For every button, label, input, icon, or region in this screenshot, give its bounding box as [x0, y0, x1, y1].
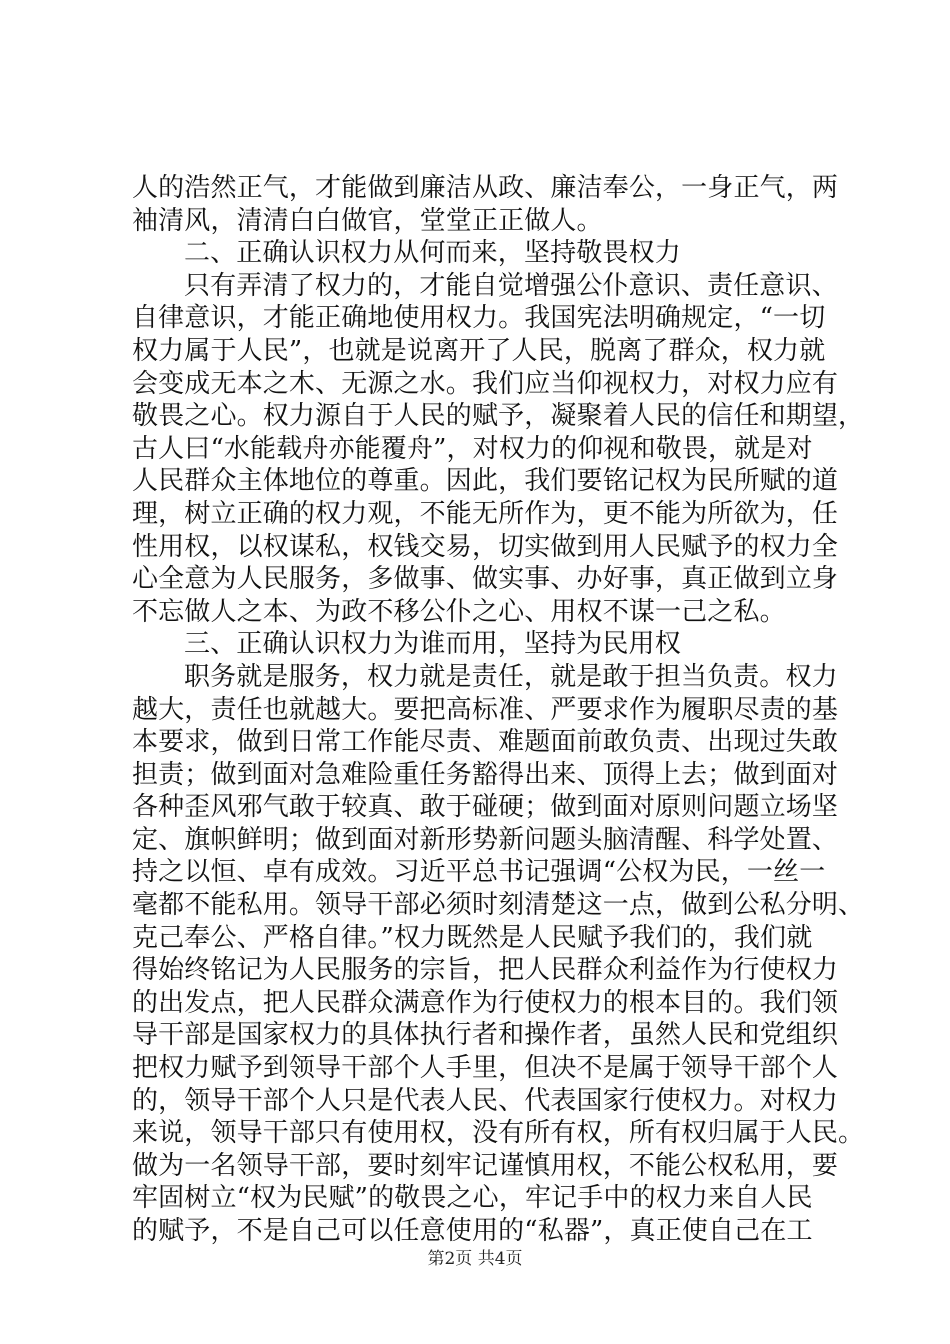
- text-line: 牢固树立“权为民赋”的敬畏之心，牢记手中的权力来自人民: [132, 1183, 813, 1214]
- text-line: 各种歪风邪气敢于较真、敢于碰硬；做到面对原则问题立场坚: [132, 792, 839, 823]
- text-line: 自律意识，才能正确地使用权力。我国宪法明确规定，“一切: [132, 303, 826, 334]
- text-line: 理，树立正确的权力观，不能无所作为，更不能为所欲为，任: [132, 498, 839, 529]
- text-line: 把权力赋予到领导干部个人手里，但决不是属于领导干部个人: [132, 1053, 839, 1084]
- text-line: 会变成无本之木、无源之水。我们应当仰视权力，对权力应有: [132, 368, 839, 399]
- text-line: 古人曰“水能载舟亦能覆舟”，对权力的仰视和敬畏，就是对: [132, 433, 813, 464]
- text-line: 不忘做人之本、为政不移公仆之心、用权不谋一己之私。: [132, 596, 786, 627]
- text-line: 毫都不能私用。领导干部必须时刻清楚这一点，做到公私分明、: [132, 890, 865, 921]
- text-line: 的，领导干部个人只是代表人民、代表国家行使权力。对权力: [132, 1085, 839, 1116]
- page-number-footer: 第2页 共4页: [427, 1249, 523, 1269]
- text-line: 越大，责任也就越大。要把高标准、严要求作为履职尽责的基: [132, 694, 839, 725]
- text-line: 克己奉公、严格自律。”权力既然是人民赋予我们的，我们就: [132, 922, 813, 953]
- text-line: 人民群众主体地位的尊重。因此，我们要铭记权为民所赋的道: [132, 466, 839, 497]
- text-line: 持之以恒、卓有成效。习近平总书记强调“公权为民，一丝一: [132, 857, 826, 888]
- text-line: 性用权，以权谋私，权钱交易，切实做到用人民赋予的权力全: [132, 531, 839, 562]
- text-line: 得始终铭记为人民服务的宗旨，把人民群众利益作为行使权力: [132, 955, 839, 986]
- text-line: 本要求，做到日常工作能尽责、难题面前敢负责、出现过失敢: [132, 727, 839, 758]
- section-heading-2: 二、正确认识权力从何而来，坚持敬畏权力: [184, 238, 681, 269]
- text-line: 来说，领导干部只有使用权，没有所有权，所有权归属于人民。: [132, 1118, 865, 1149]
- paragraph-start: 职务就是服务，权力就是责任，就是敢于担当负责。权力: [184, 661, 838, 692]
- text-line: 担责；做到面对急难险重任务豁得出来、顶得上去；做到面对: [132, 759, 839, 790]
- paragraph-start: 只有弄清了权力的，才能自觉增强公仆意识、责任意识、: [184, 270, 838, 301]
- text-line: 的出发点，把人民群众满意作为行使权力的根本目的。我们领: [132, 987, 839, 1018]
- text-line: 权力属于人民”，也就是说离开了人民，脱离了群众，权力就: [132, 335, 826, 366]
- text-line: 心全意为人民服务，多做事、做实事、办好事，真正做到立身: [132, 564, 839, 595]
- text-line: 导干部是国家权力的具体执行者和操作者，虽然人民和党组织: [132, 1020, 839, 1051]
- section-heading-3: 三、正确认识权力为谁而用，坚持为民用权: [184, 629, 681, 660]
- text-line: 定、旗帜鲜明；做到面对新形势新问题头脑清醒、科学处置、: [132, 824, 839, 855]
- text-line: 的赋予，不是自己可以任意使用的“私器”，真正使自己在工: [132, 1216, 813, 1246]
- text-line: 敬畏之心。权力源自于人民的赋予，凝聚着人民的信任和期望，: [132, 401, 865, 432]
- text-line: 做为一名领导干部，要时刻牢记谨慎用权，不能公权私用，要: [132, 1150, 839, 1181]
- text-line: 人的浩然正气，才能做到廉洁从政、廉洁奉公，一身正气，两: [132, 173, 839, 203]
- document-body: [132, 172, 865, 1248]
- text-line: 袖清风，清清白白做官，堂堂正正做人。: [132, 205, 603, 236]
